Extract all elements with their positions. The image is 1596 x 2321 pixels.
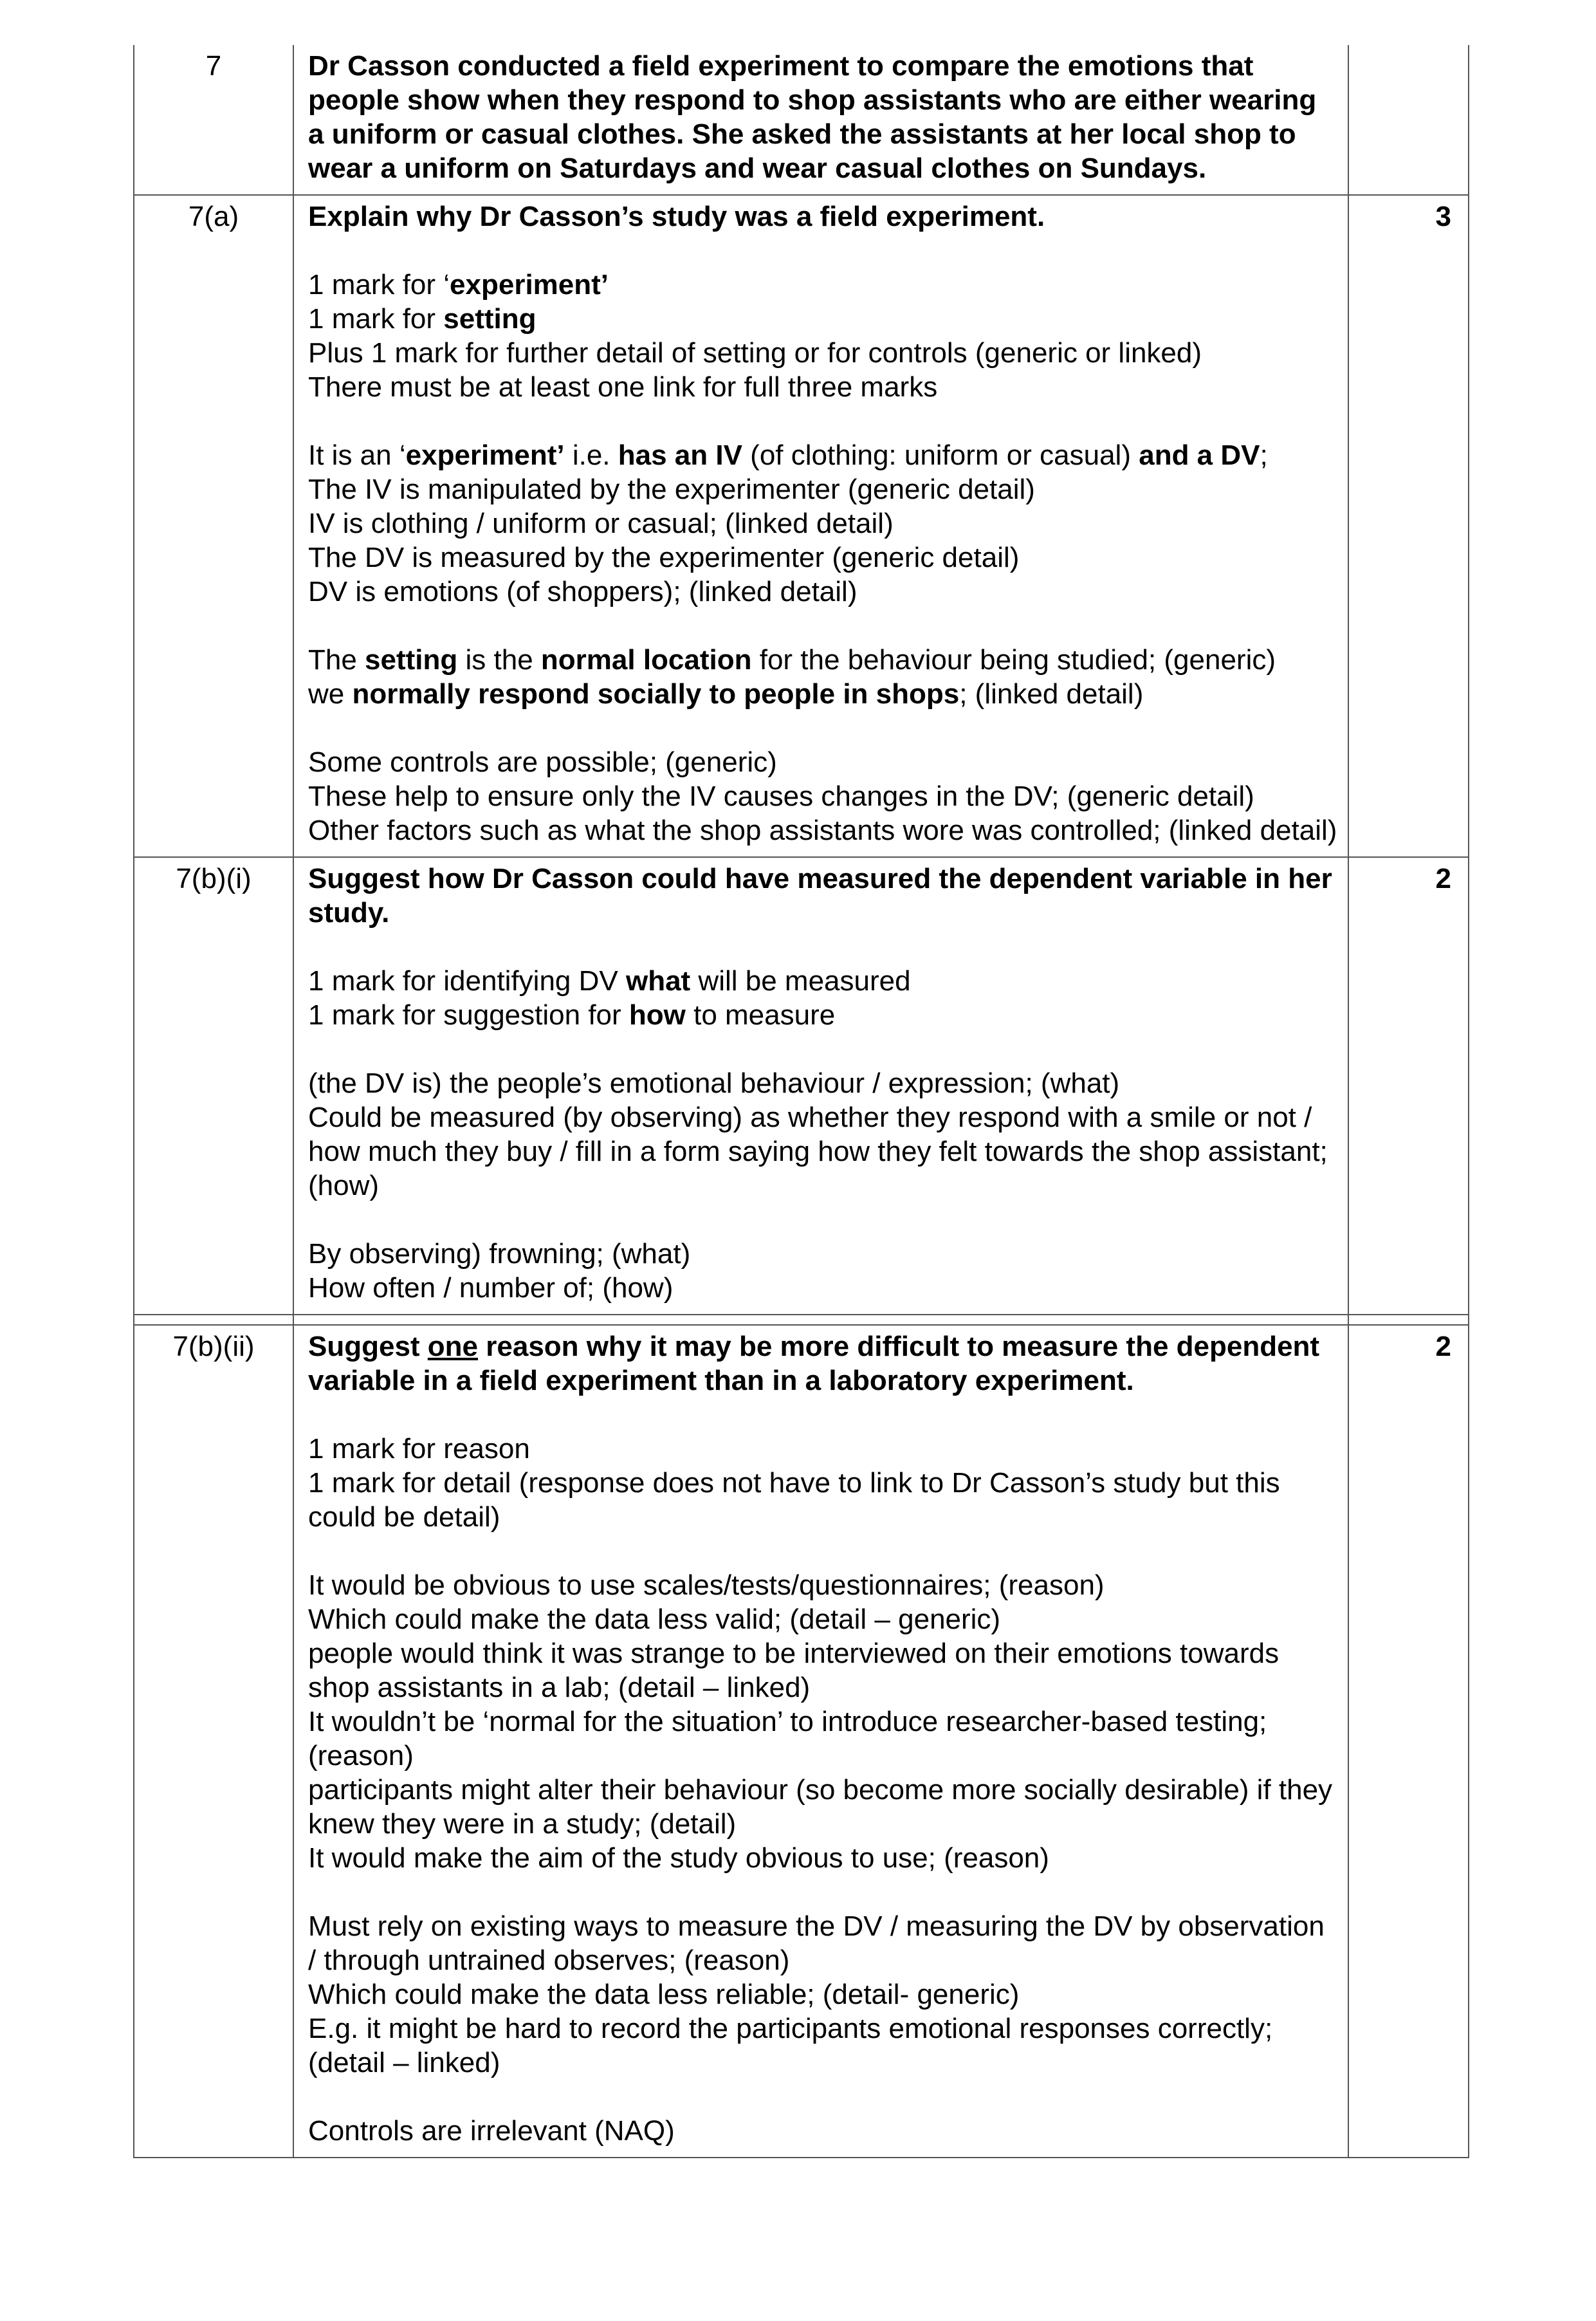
question-number: 7 xyxy=(134,45,293,195)
question-row-7bi xyxy=(134,857,1469,1315)
guidance-line: 1 mark for setting xyxy=(308,303,537,335)
guidance-line: There must be at least one link for full three marks xyxy=(308,371,938,403)
answer-line: The IV is manipulated by the experimenter (generic detail) xyxy=(308,474,1035,505)
answer-line: (the DV is) the people’s emotional behaviour / expression; (what) xyxy=(308,1068,1120,1099)
question-stem-cell xyxy=(293,45,1348,195)
guidance-line: 1 mark for suggestion for how to measure xyxy=(308,999,836,1031)
answer-line: DV is emotions (of shoppers); (linked detail) xyxy=(308,576,858,607)
answer-line: How often / number of; (how) xyxy=(308,1272,674,1304)
answer-cell xyxy=(293,857,1348,1315)
guidance-line: 1 mark for detail (response does not have to link to Dr Casson’s study but this could be detail) xyxy=(308,1467,1280,1533)
answer-line: The DV is measured by the experimenter (generic detail) xyxy=(308,542,1020,573)
answer-line: By observing) frowning; (what) xyxy=(308,1238,691,1270)
answer-line: we normally respond socially to people in shops; (linked detail) xyxy=(308,678,1144,710)
question-number: 7(b)(ii) xyxy=(134,1325,293,2158)
guidance-line: 1 mark for reason xyxy=(308,1433,530,1465)
answer-line: Some controls are possible; (generic) xyxy=(308,746,777,778)
question-number: 7(b)(i) xyxy=(134,857,293,1315)
guidance-line: Plus 1 mark for further detail of setting or for controls (generic or linked) xyxy=(308,337,1202,369)
marks-value: 2 xyxy=(1348,857,1469,1315)
answer-line: Other factors such as what the shop assistants wore was controlled; (linked detail) xyxy=(308,815,1337,846)
answer-line: participants might alter their behaviour (so become more socially desirable) if they knew they were in a study; (detail) xyxy=(308,1774,1333,1840)
answer-line: E.g. it might be hard to record the participants emotional responses correctly; (detail – linked) xyxy=(308,2013,1273,2078)
question-row-7 xyxy=(134,45,1469,195)
question-text: Suggest one reason why it may be more difficult to measure the dependent variable in a field experiment than in a laboratory experiment. xyxy=(308,1331,1320,1396)
question-row-7a xyxy=(134,195,1469,857)
question-text: Explain why Dr Casson’s study was a field experiment. xyxy=(308,201,1045,232)
answer-line: people would think it was strange to be interviewed on their emotions towards shop assistants in a lab; (detail – linked) xyxy=(308,1638,1280,1703)
guidance-line: 1 mark for identifying DV what will be measured xyxy=(308,965,911,997)
answer-line: Which could make the data less reliable; (detail- generic) xyxy=(308,1979,1020,2010)
marks-value: 3 xyxy=(1348,195,1469,857)
answer-line: Which could make the data less valid; (detail – generic) xyxy=(308,1604,1001,1635)
marks-value: 2 xyxy=(1348,1325,1469,2158)
answer-line: It would be obvious to use scales/tests/questionnaires; (reason) xyxy=(308,1569,1105,1601)
table-divider xyxy=(134,1315,1469,1325)
marks-cell xyxy=(1348,45,1469,195)
answer-line: It is an ‘experiment’ i.e. has an IV (of clothing: uniform or casual) and a DV; xyxy=(308,439,1268,471)
answer-line: IV is clothing / uniform or casual; (linked detail) xyxy=(308,508,894,539)
answer-line: It would make the aim of the study obvious to use; (reason) xyxy=(308,1842,1049,1874)
answer-line: The setting is the normal location for the behaviour being studied; (generic) xyxy=(308,644,1276,676)
guidance-line: 1 mark for ‘experiment’ xyxy=(308,269,609,301)
question-row-7bii xyxy=(134,1325,1469,2158)
question-text: Suggest how Dr Casson could have measured the dependent variable in her study. xyxy=(308,863,1332,929)
answer-line: Controls are irrelevant (NAQ) xyxy=(308,2115,675,2147)
answer-line: These help to ensure only the IV causes changes in the DV; (generic detail) xyxy=(308,781,1254,812)
answer-line: It wouldn’t be ‘normal for the situation’ to introduce researcher-based testing; (reason) xyxy=(308,1706,1267,1771)
answer-line: Could be measured (by observing) as whether they respond with a smile or not / how much they buy / fill in a form saying how they felt towards the shop assistant; (how) xyxy=(308,1102,1328,1201)
answer-line: Must rely on existing ways to measure the DV / measuring the DV by observation / through untrained observes; (reason) xyxy=(308,1910,1325,1976)
answer-cell xyxy=(293,195,1348,857)
question-number: 7(a) xyxy=(134,195,293,857)
mark-scheme-table xyxy=(133,45,1469,2158)
answer-cell xyxy=(293,1325,1348,2158)
question-stem: Dr Casson conducted a field experiment to compare the emotions that people show when they respond to shop assistants who are either wearing a uniform or casual clothes. She asked the assistants at her local shop to wear a uniform on Saturdays and wear casual clothes on Sundays. xyxy=(308,50,1317,184)
